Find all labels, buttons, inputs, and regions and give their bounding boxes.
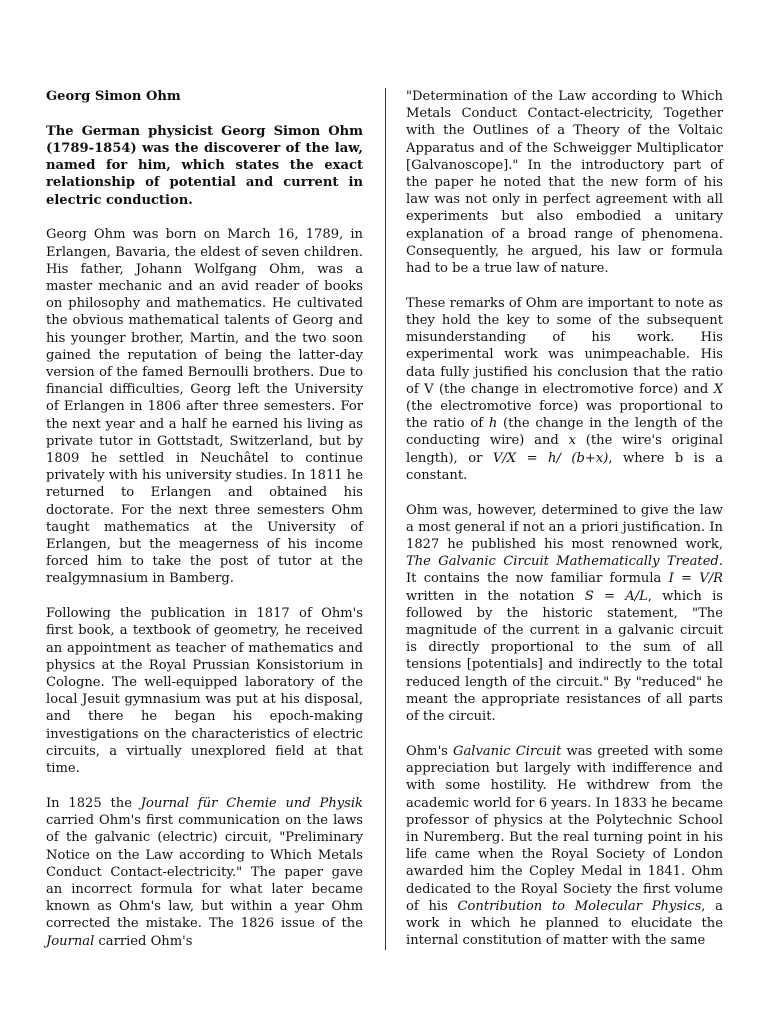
journal-title: Journal bbox=[46, 933, 95, 949]
body-paragraph: Following the publication in 1817 of Ohm's first book, a textbook of geometry, he received an appointment as teacher of mathematics and physics at the Royal Prussian Konsistorium in Cologne. The well-equipped laboratory of the local Jesuit gymnasium was put at his disposal, and there he began his epoch-making investigations on the characteristics of electric circuits, a virtually unexplored field at that time. bbox=[46, 606, 363, 777]
body-paragraph: These remarks of Ohm are important to note as they hold the key to some of the subsequent misunderstanding of his work. His experimental work was unimpeachable. His data fully justified his conclusion that the ratio of V (the change in electromotive force) and X (the electromotive force) was proportional to the ratio of h (the change in the length of the conducting wire) and x (the wire's original length), or V/X = h/ (b+x), where b is a constant. bbox=[406, 295, 724, 483]
left-column bbox=[46, 88, 363, 967]
work-title: The Galvanic Circuit Mathematically Treated bbox=[406, 554, 719, 570]
right-column bbox=[406, 88, 723, 967]
body-paragraph: Ohm was, however, determined to give the law a most general if not an a priori justification. In 1827 he published his most renowned work, The Galvanic Circuit Mathematically Treated. It contains the now familiar formula I = V/R written in the notation S = A/L, which is followed by the historic statement, "The magnitude of the current in a galvanic circuit is directly proportional to the sum of all tensions [potentials] and indirectly to the total reduced length of the circuit." By "reduced" he meant the appropriate resistances of all parts of the circuit. bbox=[406, 502, 723, 725]
formula: V/X = h/ (b+x) bbox=[492, 450, 609, 466]
body-paragraph: In 1825 the Journal für Chemie und Physik carried Ohm's first communication on the laws of the galvanic (electric) circuit, "Preliminary Notice on the Law according to Which Metals Conduct Contact-electricity." The paper gave an incorrect formula for what later became known as Ohm's law, but within a year Ohm corrected the mistake. The 1826 issue of the Journal carried Ohm's bbox=[46, 795, 363, 949]
body-paragraph: Ohm's Galvanic Circuit was greeted with some appreciation but largely with indifference and with some hostility. He withdrew from the academic world for 6 years. In 1833 he became professor of physics at the Polytechnic School in Nuremberg. But the real turning point in his life came when the Royal Society of London awarded him the Copley Medal in 1841. Ohm dedicated to the Royal Society the first volume of his Contribution to Molecular Physics, a work in which he planned to elucidate the internal constitution of matter with the same bbox=[406, 743, 723, 949]
formula: S = A/L bbox=[584, 588, 648, 604]
body-paragraph: Georg Ohm was born on March 16, 1789, in Erlangen, Bavaria, the eldest of seven children. His father, Johann Wolfgang Ohm, was a master mechanic and an avid reader of books on philosophy and mathematics. He cultivated the obvious mathematical talents of Georg and his younger brother, Martin, and the two soon gained the reputation of being the latter-day version of the famed Bernoulli brothers. Due to financial difficulties, Georg left the University of Erlangen in 1806 after three semesters. For the next year and a half he earned his living as private tutor in Gottstadt, Switzerland, but by 1809 he settled in Neuchâtel to continue privately with his university studies. In 1811 he returned to Erlangen and obtained his doctorate. For the next three semesters Ohm taught mathematics at the University of Erlangen, but the meagerness of his income forced him to take the post of tutor at the realgymnasium in Bamberg. bbox=[46, 227, 363, 587]
formula: I = V/R bbox=[668, 571, 723, 587]
work-title: Galvanic Circuit bbox=[453, 743, 562, 759]
journal-title: Journal für Chemie und Physik bbox=[140, 795, 363, 811]
work-title: Contribution to Molecular Physics bbox=[457, 898, 702, 914]
column-divider bbox=[385, 88, 386, 950]
page-title: Georg Simon Ohm bbox=[46, 89, 181, 104]
body-paragraph: "Determination of the Law according to Which Metals Conduct Contact-electricity, Together with the Outlines of a Theory of the Voltaic Apparatus and of the Schweigger Multiplicator [Galvanoscope]." In the introductory part of the paper he noted that the new form of his law was not only in perfect agreement with all experiments but also embodied a unitary explanation of a broad range of phenomena. Consequently, he argued, his law or formula had to be a true law of nature. bbox=[406, 89, 723, 277]
lead-paragraph: The German physicist Georg Simon Ohm (1789-1854) was the discoverer of the law, named for him, which states the exact relationship of potential and current in electric conduction. bbox=[46, 123, 363, 208]
